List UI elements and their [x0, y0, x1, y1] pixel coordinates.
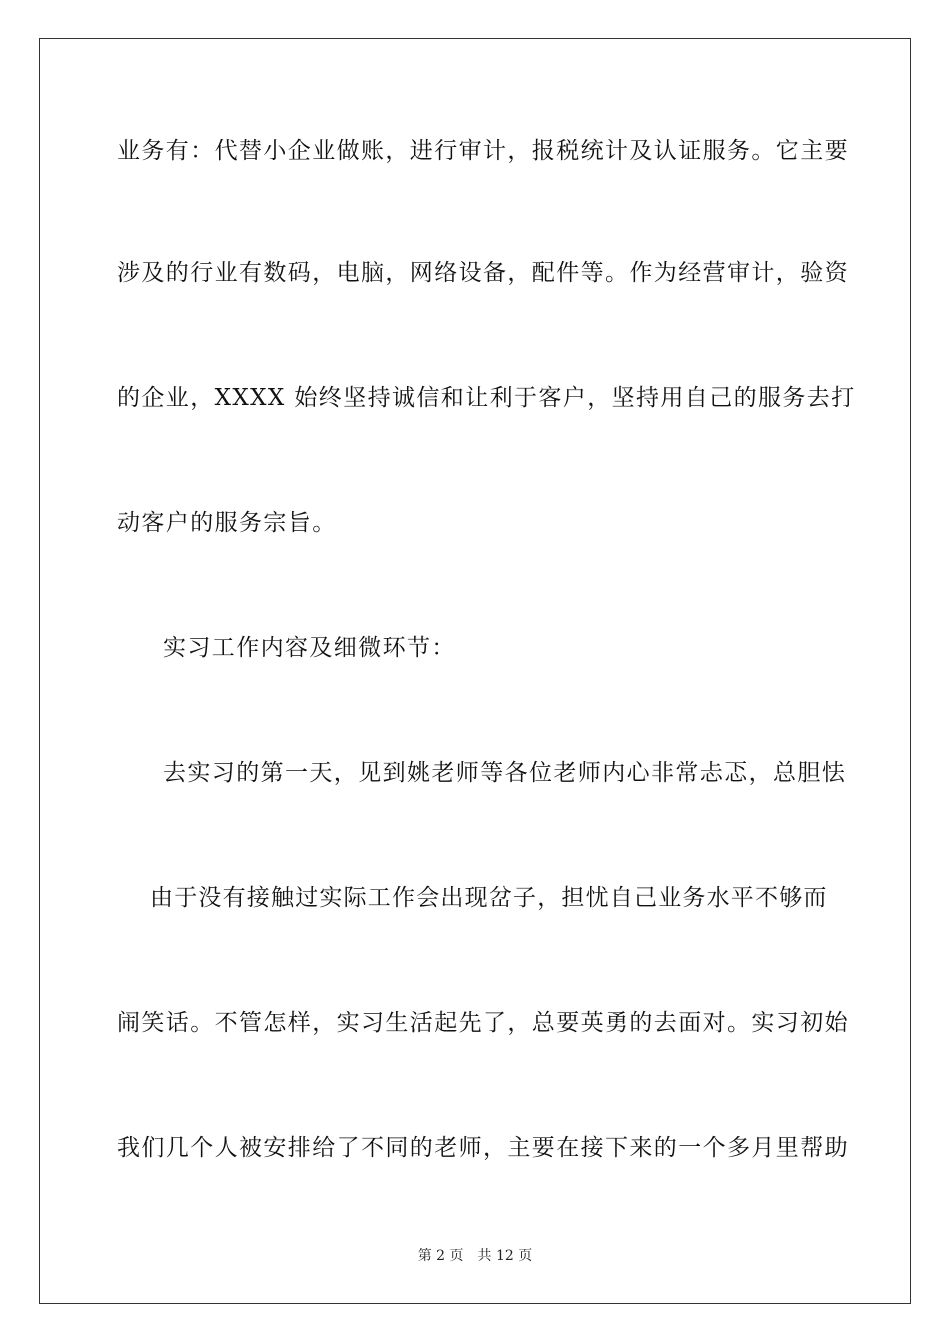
body-line-3: 的企业，XXXX 始终坚持诚信和让利于客户，坚持用自己的服务去打: [117, 385, 856, 411]
page-number: 第 2 页: [417, 1248, 464, 1264]
body-line-7: 由于没有接触过实际工作会出现岔子，担忧自己业务水平不够而: [150, 885, 828, 911]
section-heading: 实习工作内容及细微环节：: [163, 635, 456, 661]
body-line-2: 涉及的行业有数码，电脑，网络设备，配件等。作为经营审计，验资: [117, 260, 849, 286]
body-line-9: 我们几个人被安排给了不同的老师，主要在接下来的一个多月里帮助: [117, 1135, 849, 1161]
page-frame: [39, 38, 911, 1304]
body-line-6: 去实习的第一天，见到姚老师等各位老师内心非常忐忑，总胆怯: [163, 760, 847, 786]
body-line-8: 闹笑话。不管怎样，实习生活起先了，总要英勇的去面对。实习初始: [117, 1010, 849, 1036]
body-line-1: 业务有：代替小企业做账，进行审计，报税统计及认证服务。它主要: [117, 138, 849, 164]
body-line-4: 动客户的服务宗旨。: [117, 510, 337, 536]
page-footer: [0, 1246, 950, 1266]
page-total: 共 12 页: [477, 1248, 533, 1264]
